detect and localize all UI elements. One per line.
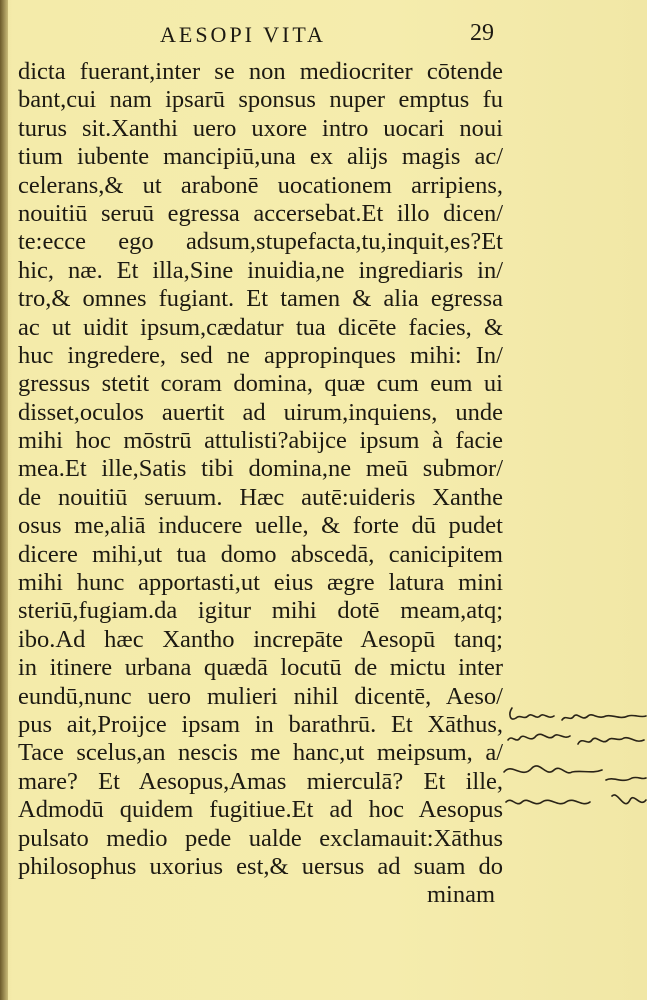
text-line: steriū,fugiam.da igitur mihi dotē meam,atq; [18,597,503,625]
text-line: tro,& omnes fugiant. Et tamen & alia egressa [18,285,503,313]
text-line: eundū,nunc uero mulieri nihil dicentē, Aeso/ [18,682,503,710]
text-line: philosophus uxorius est,& uersus ad suam do [18,852,503,880]
text-line: ibo.Ad hæc Xantho increpāte Aesopū tanq; [18,625,503,653]
text-line: gressus stetit coram domina, quæ cum eum ui [18,370,503,398]
text-line: tium iubente mancipiū,una ex alijs magis ac/ [18,143,503,171]
text-line: pus ait,Proijce ipsam in barathrū. Et Xāthus, [18,710,503,738]
text-line: Tace scelus,an nescis me hanc,ut meipsum, a/ [18,739,503,767]
binding-gutter [0,0,8,1000]
text-line: hic, næ. Et illa,Sine inuidia,ne ingrediaris in/ [18,256,503,284]
text-line: huc ingredere, sed ne appropinques mihi: In/ [18,341,503,369]
body-text [18,58,503,910]
running-title: AESOPI VITA [160,22,326,47]
text-line: in itinere urbana quædā locutū de mictu inter [18,654,503,682]
text-line: Admodū quidem fugitiue.Et ad hoc Aesopus [18,796,503,824]
handwritten-annotation-icon [502,700,647,830]
text-line: de nouitiū seruum. Hæc autē:uideris Xanthe [18,483,503,511]
text-line: mihi hoc mōstrū attulisti?abijce ipsum à facie [18,427,503,455]
text-line: ac ut uidit ipsum,cædatur tua dicēte facies, & [18,313,503,341]
text-line: osus me,aliā inducere uelle, & forte dū pudet [18,512,503,540]
text-line: mare? Et Aesopus,Amas mierculā? Et ille, [18,767,503,795]
text-line: mea.Et ille,Satis tibi domina,ne meū submor/ [18,455,503,483]
page-number: 29 [470,20,494,46]
text-line: dicere mihi,ut tua domo abscedā, canicipitem [18,540,503,568]
text-line: minam [426,881,495,909]
text-line: celerans,& ut arabonē uocationem arripiens, [18,171,503,199]
text-line: dicta fuerant,inter se non mediocriter cōtende [18,58,503,85]
text-line: pulsato medio pede ualde exclamauit:Xāthus [18,824,503,852]
text-line: disset,oculos auertit ad uirum,inquiens, unde [18,398,503,426]
text-line: mihi hunc apportasti,ut eius ægre latura mini [18,569,503,597]
text-line: turus sit.Xanthi uero uxore intro uocari noui [18,114,503,142]
text-line: te:ecce ego adsum,stupefacta,tu,inquit,es?Et [18,228,503,256]
text-line: nouitiū seruū egressa accersebat.Et illo dicen/ [18,199,503,227]
text-line: bant,cui nam ipsarū sponsus nuper emptus fu [18,86,503,114]
